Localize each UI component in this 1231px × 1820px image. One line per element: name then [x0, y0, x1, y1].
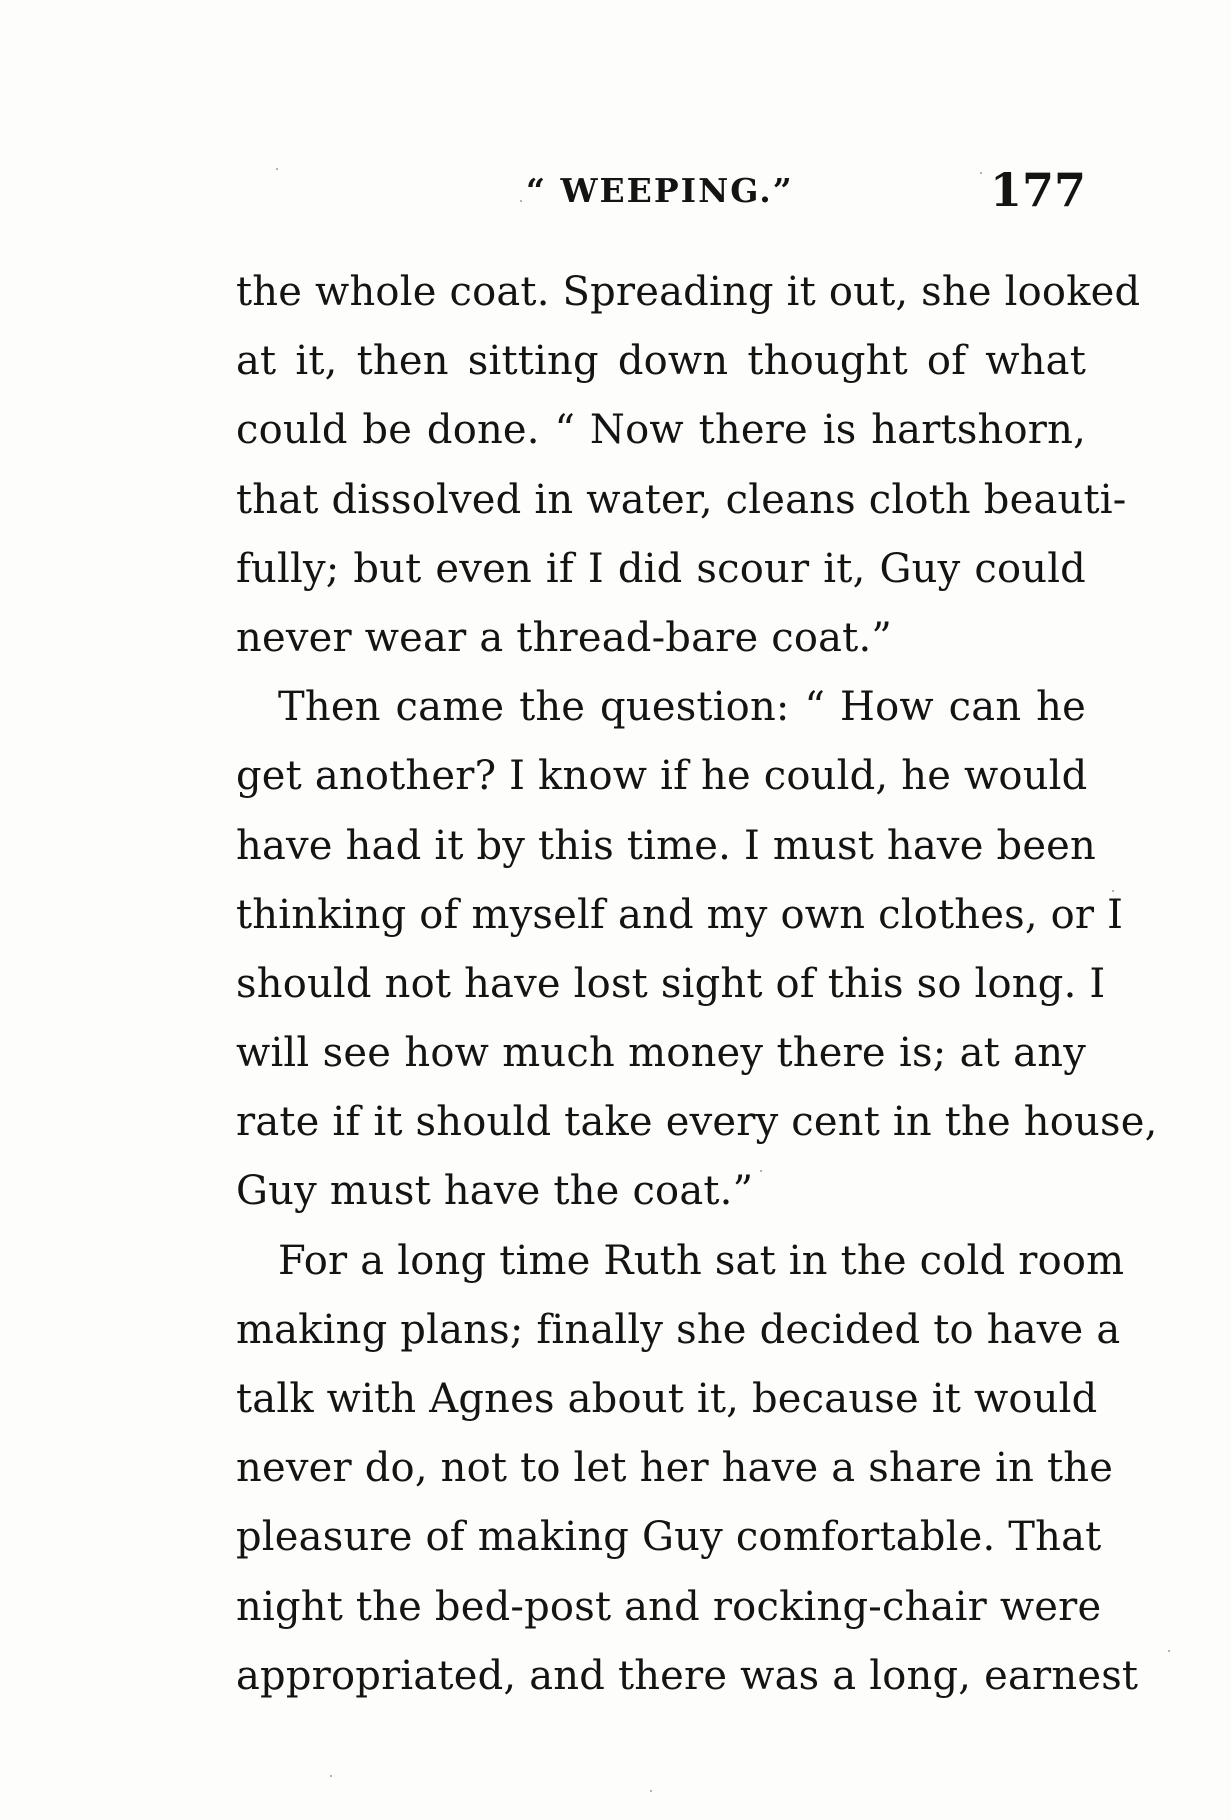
text-line: the whole coat. Spreading it out, she looked	[236, 269, 1141, 315]
text-line: could be done. “ Now there is hartshorn,	[236, 407, 1086, 454]
scan-speck	[650, 1790, 652, 1792]
scan-speck	[520, 200, 522, 202]
text-line: pleasure of making Guy comfortable. That	[236, 1514, 1102, 1561]
text-line: that dissolved in water, cleans cloth beauti-	[236, 476, 1127, 523]
scan-speck	[330, 1775, 332, 1777]
text-line: have had it by this time. I must have been	[236, 822, 1097, 869]
text-line: For a long time Ruth sat in the cold room	[278, 1237, 1125, 1284]
text-line: get another? I know if he could, he would	[236, 753, 1088, 800]
body-text	[236, 258, 1158, 1711]
text-line: appropriated, and there was a long, earnest	[236, 1652, 1139, 1699]
text-line: talk with Agnes about it, because it would	[236, 1376, 1098, 1422]
text-line: fully; but even if I did scour it, Guy could	[236, 545, 1086, 592]
scan-speck	[980, 172, 982, 174]
text-line: never do, not to let her have a share in the	[236, 1445, 1114, 1492]
text-line: thinking of myself and my own clothes, or I	[236, 891, 1124, 938]
scan-speck	[760, 1170, 762, 1172]
text-line: at it, then sitting down thought of what	[236, 338, 1086, 385]
text-line: rate if it should take every cent in the house,	[236, 1099, 1158, 1146]
scan-speck	[1168, 1650, 1170, 1652]
text-line: should not have lost sight of this so long. I	[236, 960, 1106, 1007]
text-line: making plans; finally she decided to have a	[236, 1306, 1121, 1353]
text-line: will see how much money there is; at any	[236, 1030, 1086, 1077]
text-line: night the bed-post and rocking-chair were	[236, 1583, 1102, 1630]
scan-speck	[1112, 890, 1114, 892]
running-title: “ WEEPING.”	[526, 171, 794, 210]
scan-speck	[276, 168, 278, 170]
running-head	[236, 163, 1086, 223]
text-line: Guy must have the coat.”	[236, 1168, 754, 1215]
text-line: Then came the question: “ How can he	[278, 684, 1086, 731]
page-number: 177	[989, 163, 1086, 217]
text-line: never wear a thread-bare coat.”	[236, 614, 893, 661]
